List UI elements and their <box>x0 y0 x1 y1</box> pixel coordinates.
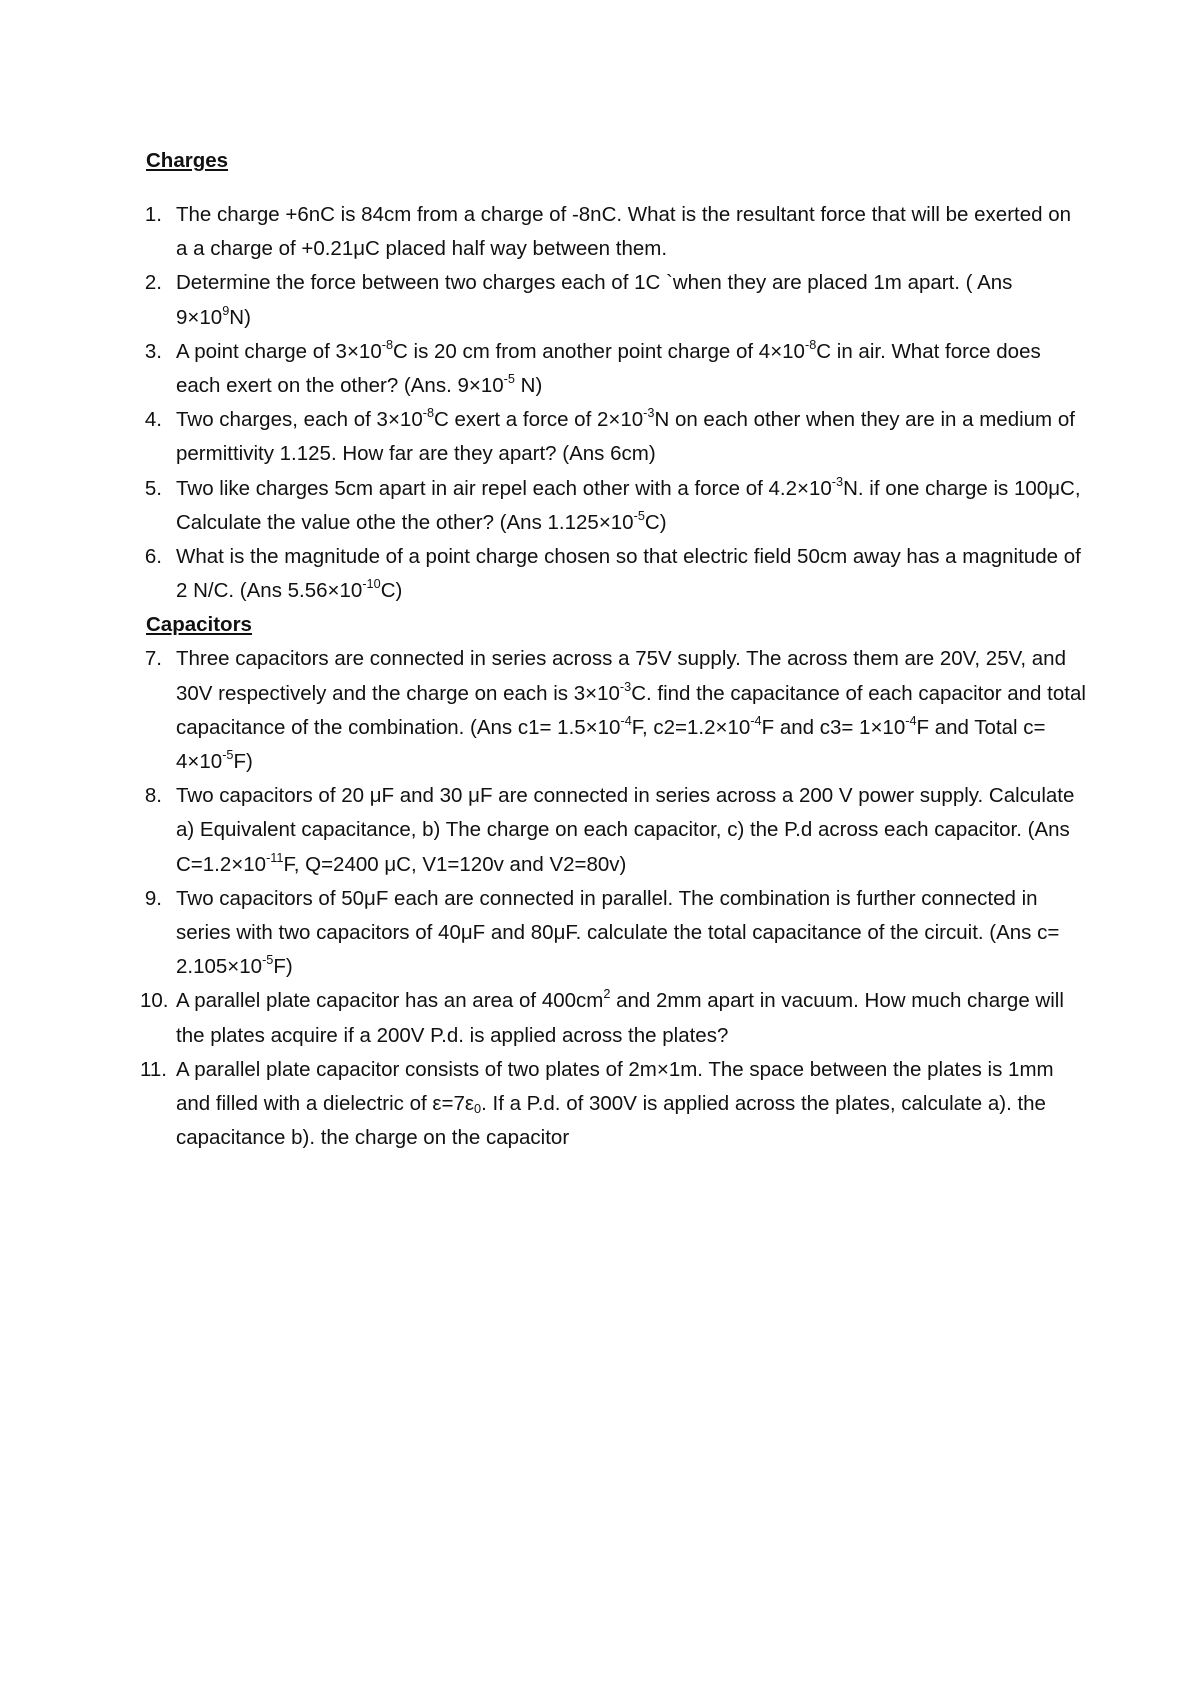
question-9: 9. Two capacitors of 50μF each are connected in parallel. The combination is further connected in series with two capacitors of 40μF and 80μF. calculate the total capacitance of the circuit. (Ans $c= 2.105\times 10^{-5}F$) <box>146 882 1086 985</box>
question-number: 9. <box>144 886 162 910</box>
question-11: 11. A parallel plate capacitor consists of two plates of 2m×1m. The space between the plates is 1mm and filled with a dielectric of $\varepsilon=7\varepsilon_0$. If a P.d. of 300V is applied across the plates, calculate a). the capacitance b). the charge on the capacitor <box>146 1053 1086 1156</box>
question-number: 7. <box>144 647 162 671</box>
question-3: 3. A point charge of $3\times 10^{-8}C$ is 20 cm from another point charge of $4\times 10^{-8}C$ in air. What force does each exert on the other? (Ans. $9\times 10^{-5}$ N) <box>146 335 1086 403</box>
question-2: 2. Determine the force between two charges each of 1C `when they are placed 1m apart. ( Ans $9\times 10^9N$) <box>146 266 1086 334</box>
question-1: 1. The charge +6nC is 84cm from a charge of -8nC. What is the resultant force that will be exerted on a a charge of +0.21μC placed half way between them. <box>146 198 1086 266</box>
question-number: 10. <box>140 989 169 1013</box>
section-heading-capacitors: Capacitors <box>146 613 252 637</box>
section-heading-charges: Charges <box>146 149 229 172</box>
question-5: 5. Two like charges 5cm apart in air repel each other with a force of $4.2\times 10^{-3}N$. if one charge is 100μC, Calculate the value othe the other? (Ans $1.125\times 10^{-5}C$) <box>146 472 1086 540</box>
question-10: 10. A parallel plate capacitor has an area of $400cm^2$ and 2mm apart in vacuum. How much charge will the plates acquire if a 200V P.d. is applied across the plates? <box>146 984 1086 1052</box>
question-8: 8. Two capacitors of 20 μF and 30 μF are connected in series across a 200 V power supply. Calculate a) Equivalent capacitance, b) The charge on each capacitor, c) the P.d across each capacitor. (Ans $C=1.2\times 10^{-11}F$, Q=2400 μC, V1=120v and V2=80v) <box>146 779 1086 882</box>
question-number: 8. <box>144 784 162 808</box>
question-number: 1. <box>144 203 162 226</box>
question-number: 2. <box>144 271 162 295</box>
question-number: 4. <box>144 408 162 432</box>
document-content <box>140 144 1086 1155</box>
question-number: 5. <box>144 476 162 500</box>
question-4: 4. Two charges, each of $3\times 10^{-8}C$ exert a force of $2\times 10^{-3}N$ on each other when they are in a medium of permittivity 1.125. How far are they apart? (Ans 6cm) <box>146 403 1086 471</box>
question-number: 6. <box>144 545 162 569</box>
question-6: 6. What is the magnitude of a point charge chosen so that electric field 50cm away has a magnitude of 2 N/C. (Ans $5.56\times 10^{-10}C$) <box>146 540 1086 608</box>
question-number: 3. <box>144 339 162 363</box>
question-7: 7. Three capacitors are connected in series across a 75V supply. The across them are 20V, 25V, and 30V respectively and the charge on each is $3\times 10^{-3}C$. find the capacitance of each capacitor and total capacitance of the combination. (Ans $c1= 1.5\times 10^{-4}F$, $c2=1.2\times 10^{-4}F$ and $c3= 1\times 10^{-4}F$ and Total $c= 4\times 10^{-5}F$) <box>146 642 1086 779</box>
question-number: 11. <box>140 1057 167 1081</box>
